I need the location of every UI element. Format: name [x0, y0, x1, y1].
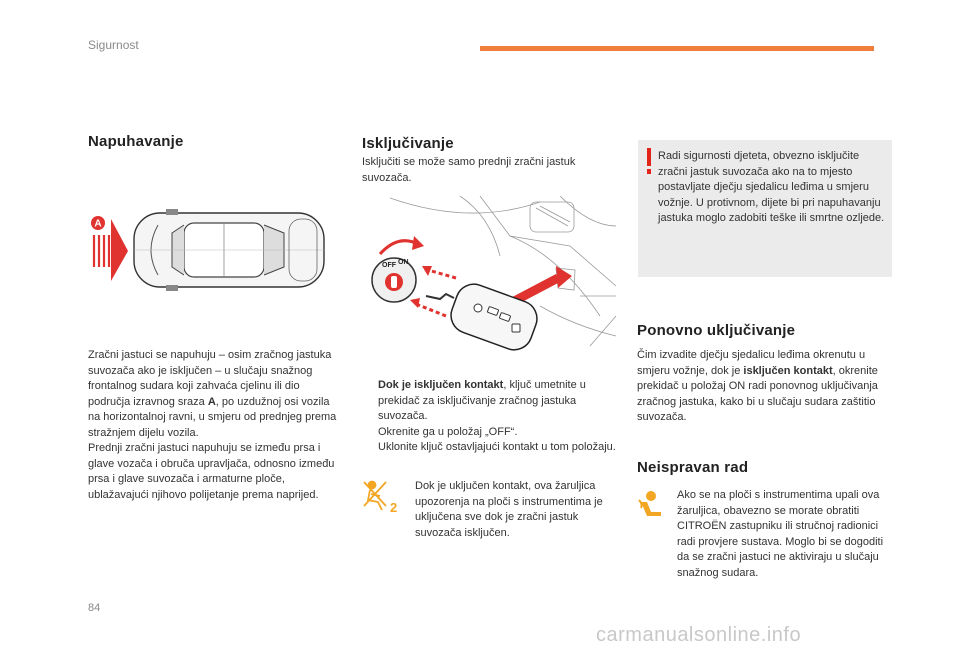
- airbag-fault-warning-lamp-icon: [637, 490, 665, 518]
- switch-off-label: OFF: [382, 262, 396, 269]
- step-1: Dok je isključen kontakt, ključ umetnite u prekidač za isključivanje zračnog jastuka suvozača.: [378, 379, 586, 422]
- watermark: carmanualsonline.info: [596, 624, 802, 646]
- warning-exclamation-icon: [646, 148, 652, 174]
- neispravan-rad-title: Neispravan rad: [637, 459, 749, 476]
- switch-on-label: ON: [398, 259, 409, 266]
- iskljucivanje-steps: [362, 378, 618, 456]
- ponovno-ukljucivanje-text: Čim izvadite dječju sjedalicu leđima okrenutu u smjeru vožnje, dok je isključen kontakt, okrenite prekidač u položaj ON radi ponovnog uključivanja zračnog jastuka, kako bi u slučaju sudara zaštitio suvozača.: [637, 349, 878, 423]
- page-number: 84: [88, 602, 101, 614]
- section-label: Sigurnost: [88, 38, 139, 52]
- napuhavanje-paragraph: Zračni jastuci se napuhuju – osim zračnog jastuka suvozača ako je isključen – u slučaju snažnog frontalnog sudara koji zahvaća cjelinu ili dio područja izravnog sraza A, po uzdužnoj osi vozila na horizontalnoj ravni, u smjeru od prednjeg prema stražnjem dijelu vozila. Prednji zračni jastuci napuhuju se između prsa i glave vozača i obruča upravljača, odnosno između prsa i glave suvozača i armaturne ploče, ublažavajući njihovo polijetanje prema naprijed.: [88, 349, 337, 501]
- iskljucivanje-title: Isključivanje: [362, 135, 454, 152]
- step-2: Okrenite ga u položaj „OFF“.: [378, 425, 518, 438]
- passenger-airbag-off-warning-lamp-icon: [362, 480, 398, 514]
- car-top-view-illustration: [84, 205, 340, 291]
- napuhavanje-title: Napuhavanje: [88, 133, 184, 150]
- lamp-description: Dok je uključen kontakt, ova žaruljica upozorenja na ploči s instrumentima je uključena sve dok je zračni jastuk suvozača isključen.: [415, 480, 603, 539]
- step-3: Uklonite ključ ostavljajući kontakt u tom položaju.: [378, 441, 616, 453]
- safety-warning-text: Radi sigurnosti djeteta, obvezno isključite zračni jastuk suvozača ako na to mjesto postavljate dječju sjedalicu leđima u smjeru vožnje. U protivnom, dijete bi pri napuhavanju jastuka moglo zadobiti teške ili smrtne ozljede.: [658, 150, 885, 224]
- lamp-number: 2: [390, 500, 398, 514]
- ponovno-ukljucivanje-title: Ponovno uključivanje: [637, 322, 796, 339]
- iskljucivanje-intro: Isključiti se može samo prednji zračni jastuk suvozača.: [362, 156, 576, 184]
- header-accent-rule: [480, 46, 874, 51]
- airbag-switch-key-illustration: [360, 196, 616, 368]
- callout-a-label: A: [94, 218, 102, 230]
- neispravan-rad-text: Ako se na ploči s instrumentima upali ova žaruljica, obavezno se morate obratiti CITROËN zastupniku ili stručnoj radionici radi provjere sustava. Moglo bi se dogoditi da se zračni jastuci ne aktiviraju u slučaju snažnog sudara.: [677, 489, 884, 579]
